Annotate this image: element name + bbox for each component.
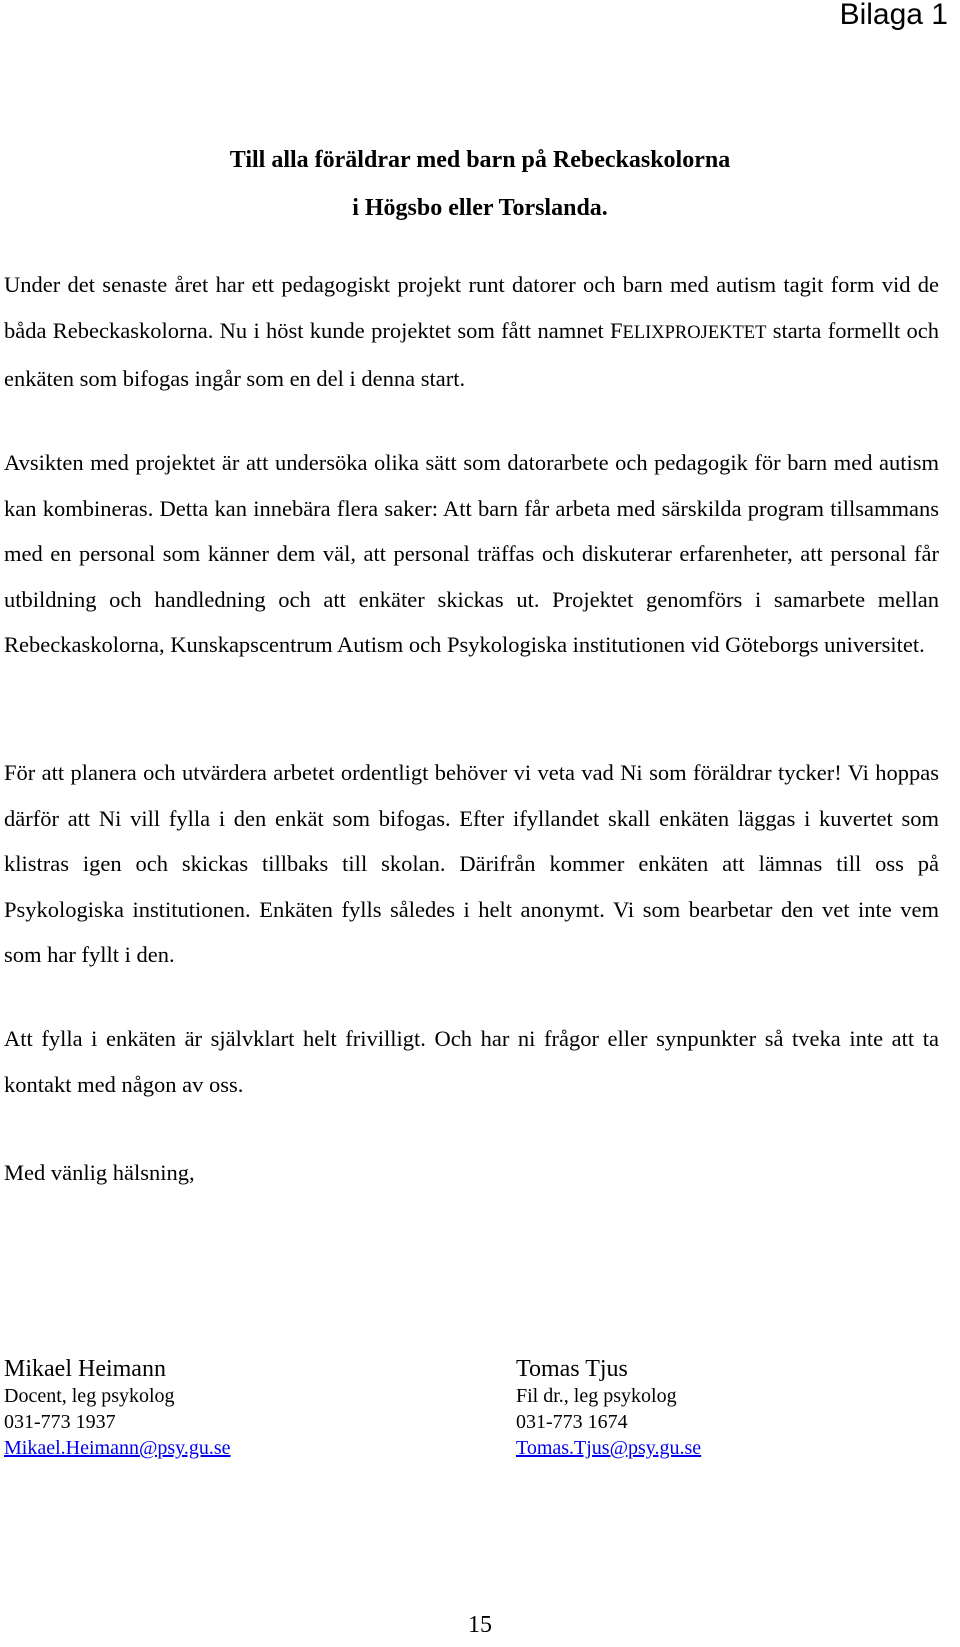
intro-text-end: starta formellt och enkäten som bifogas ingår som en del i denna start. [4, 317, 939, 391]
letter-title [0, 136, 960, 232]
signatory-title: Docent, leg psykolog [4, 1385, 175, 1407]
signatory-name: Tomas Tjus [516, 1356, 628, 1382]
survey-paragraph: För att planera och utvärdera arbetet ordentligt behöver vi veta vad Ni som föräldrar tycker! Vi hoppas därför att Ni vill fylla i den enkät som bifogas. Efter ifyllandet skall enkäten läggas i kuvertet som klistras igen och skickas tillbaks till skolan. Därifrån kommer enkäten att lämnas till oss på Psykologiska institutionen. Enkäten fylls således i helt anonymt. Vi som bearbetar den vet inte vem som har fyllt i den. [4, 760, 939, 967]
project-name-initial: F [610, 317, 623, 343]
title-line-1: Till alla föräldrar med barn på Rebeckaskolorna [229, 147, 731, 173]
signature-block-tjus [516, 1355, 846, 1461]
signatory-phone: 031-773 1674 [516, 1411, 628, 1433]
signatory-title: Fil dr., leg psykolog [516, 1385, 677, 1407]
intro-paragraph [4, 262, 939, 402]
signatory-email-link[interactable]: Tomas.Tjus@psy.gu.se [516, 1437, 702, 1459]
intro-text-start: Under det senaste året har ett pedagogiskt projekt runt datorer och barn med autism tagit form vid de båda Rebeckaskolorna. Nu i höst kunde projektet som fått namnet [4, 272, 939, 343]
project-name-rest: ELIXPROJEKTET [622, 322, 767, 343]
voluntary-paragraph: Att fylla i enkäten är självklart helt frivilligt. Och har ni frågor eller synpunkter så tveka inte att ta kontakt med någon av oss. [4, 1026, 939, 1097]
title-line-2: i Högsbo eller Torslanda. [352, 195, 608, 221]
page-number: 15 [468, 1612, 492, 1638]
attachment-label: Bilaga 1 [839, 0, 948, 31]
signatory-name: Mikael Heimann [4, 1356, 166, 1382]
project-name [610, 318, 766, 343]
signature-block-heimann [4, 1355, 334, 1461]
signatory-phone: 031-773 1937 [4, 1411, 116, 1433]
purpose-paragraph: Avsikten med projektet är att undersöka olika sätt som datorarbete och pedagogik för barn med autism kan kombineras. Detta kan innebära flera saker: Att barn får arbeta med särskilda program tillsammans med en personal som känner dem väl, att personal träffas och diskuterar erfarenheter, att personal får utbildning och handledning och att enkäter skickas ut. Projektet genomförs i samarbete mellan Rebeckaskolorna, Kunskapscentrum Autism och Psykologiska institutionen vid Göteborgs universitet. [4, 450, 939, 657]
closing-greeting: Med vänlig hälsning, [4, 1160, 195, 1185]
signatory-email-link[interactable]: Mikael.Heimann@psy.gu.se [4, 1437, 231, 1459]
